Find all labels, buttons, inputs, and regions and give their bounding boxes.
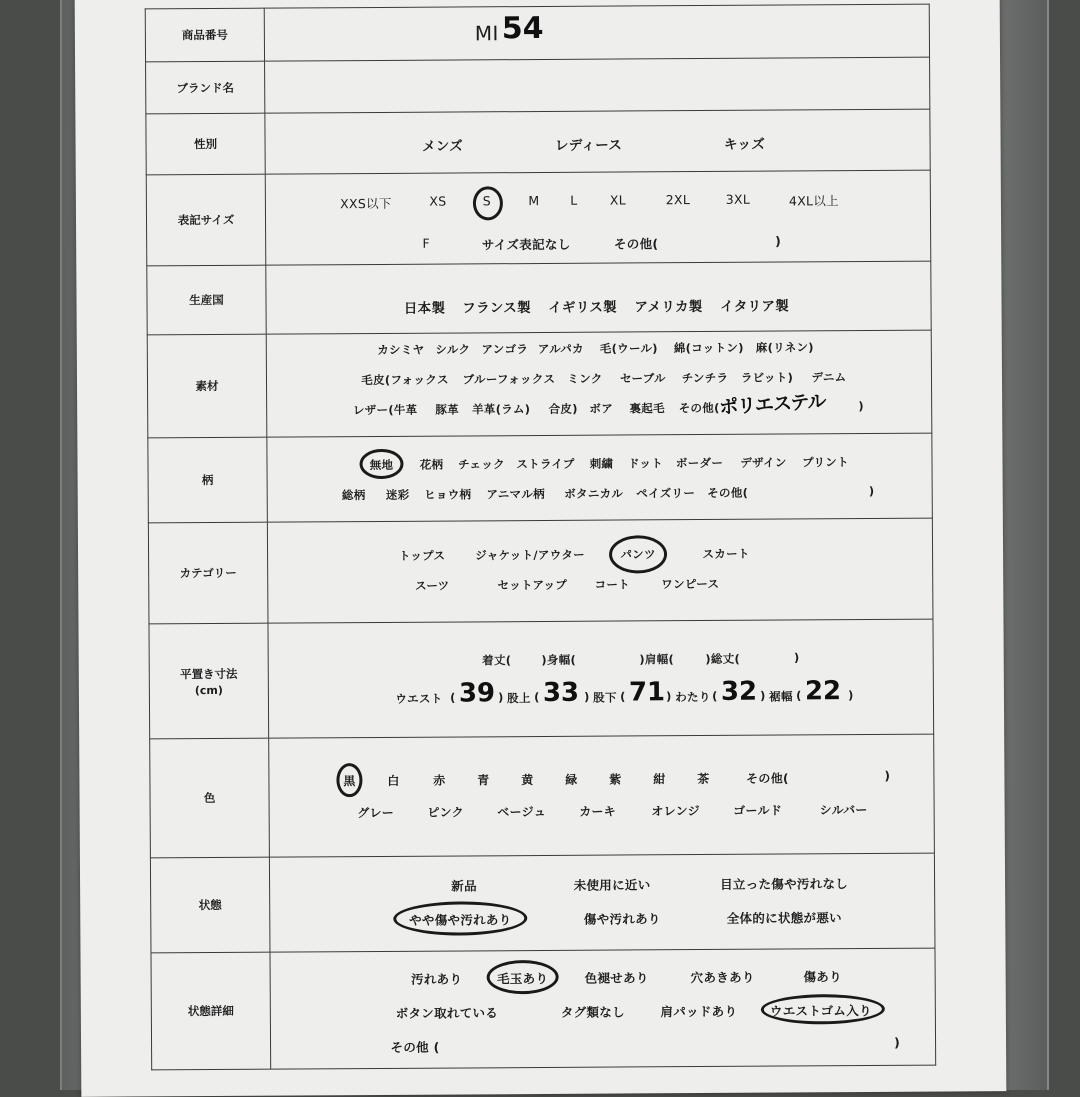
condition-option: 全体的に状態が悪い	[726, 910, 842, 926]
size-option-other-close: )	[775, 233, 782, 249]
category-option: コート	[594, 577, 630, 592]
color-option: 赤	[433, 773, 446, 788]
label-pattern: 柄	[148, 437, 268, 523]
label-category: カテゴリー	[148, 522, 268, 624]
row-material	[147, 330, 932, 438]
selection-circle	[609, 535, 667, 573]
origin-option: アメリカ製	[634, 299, 703, 316]
material-option: 豚革	[435, 402, 460, 417]
origin-option: 日本製	[403, 300, 446, 317]
color-option: 紺	[653, 772, 666, 787]
row-color	[150, 734, 935, 858]
paren-close: )	[584, 689, 590, 704]
measure-top-item: )	[793, 650, 800, 665]
material-option: 裏起毛	[629, 401, 665, 416]
origin-option: フランス製	[462, 300, 531, 317]
paren-open: (	[620, 689, 626, 704]
product-number-handwritten: 54	[501, 10, 544, 47]
color-option: カーキ	[579, 804, 617, 819]
selection-circle	[359, 449, 403, 479]
color-option: ベージュ	[497, 804, 547, 820]
row-pattern	[148, 433, 933, 523]
selection-circle	[487, 960, 559, 994]
material-option: 毛皮(フォックス	[361, 372, 449, 388]
color-option: 青	[477, 773, 490, 788]
gender-option: メンズ	[422, 138, 464, 155]
category-option: ジャケット/アウター	[475, 547, 585, 563]
pattern-option: 花柄	[419, 457, 444, 472]
color-option-other: その他(	[746, 771, 789, 786]
material-option: ラビット)	[740, 370, 794, 385]
label-condition: 状態	[150, 857, 270, 953]
gender-option: レディース	[554, 137, 623, 154]
row-brand	[146, 57, 930, 114]
material-option: ミンク	[567, 371, 603, 386]
product-form-sheet	[75, 0, 1007, 1097]
measure-name-inseam: 股下	[593, 690, 617, 705]
condition-option: 新品	[451, 878, 477, 894]
condition-detail-option: 肩パッドあり	[660, 1003, 738, 1020]
material-option: アンゴラ	[481, 342, 529, 357]
material-option: シルク	[435, 342, 471, 357]
product-form	[145, 4, 936, 1071]
label-product-number: 商品番号	[145, 8, 264, 62]
size-option-other: その他(	[613, 236, 659, 252]
size-option: M	[528, 193, 540, 209]
selection-circle	[473, 186, 503, 220]
paren-close: )	[498, 690, 504, 705]
condition-detail-option: ボタン取れている	[395, 1005, 499, 1021]
product-number-prefix: MI	[474, 21, 499, 46]
pattern-option: アニマル柄	[486, 486, 545, 502]
material-option: セーブル	[620, 371, 666, 386]
pattern-option-other: その他(	[707, 485, 749, 500]
color-option: 白	[387, 773, 400, 788]
measure-name-rise: 股上	[507, 691, 531, 706]
selection-circle	[393, 901, 527, 936]
label-condition-detail: 状態詳細	[151, 952, 271, 1070]
condition-detail-option-other: その他 (	[390, 1039, 440, 1055]
material-option: デニム	[811, 370, 847, 385]
pattern-option: 刺繍	[589, 456, 614, 471]
color-option: オレンジ	[651, 804, 700, 819]
row-condition	[150, 853, 935, 953]
measure-top-item: )肩幅(	[639, 652, 675, 667]
material-option: アルパカ	[537, 341, 584, 357]
pattern-option: ドット	[627, 456, 664, 471]
category-option: スカート	[702, 546, 750, 562]
size-option: XXS以下	[340, 195, 392, 212]
condition-option: 傷や汚れあり	[583, 911, 661, 927]
label-measurements: 平置き寸法	[179, 666, 238, 681]
color-option: 茶	[697, 771, 710, 787]
measure-value-waist: 39	[458, 678, 496, 709]
pattern-option: ストライプ	[516, 456, 575, 472]
pattern-option: ボタニカル	[564, 486, 624, 501]
color-option: 緑	[565, 772, 578, 787]
brand-value	[265, 57, 930, 113]
condition-detail-option: 傷あり	[803, 969, 842, 985]
category-option: トップス	[398, 548, 446, 563]
label-color: 色	[150, 738, 270, 858]
condition-detail-option-other-close: )	[893, 1034, 901, 1050]
condition-detail-option: 色褪せあり	[584, 970, 649, 986]
category-option: スーツ	[415, 578, 450, 593]
material-option-other-close: )	[858, 399, 864, 414]
origin-option: イギリス製	[548, 299, 617, 316]
size-option: XL	[609, 192, 627, 208]
paren-open: (	[450, 690, 456, 705]
measure-name-hem: 裾幅	[769, 689, 793, 704]
condition-detail-option-selected: 毛玉あり	[497, 970, 549, 987]
color-option: 紫	[609, 772, 622, 787]
row-size	[146, 170, 931, 266]
color-option: グレー	[357, 805, 395, 821]
size-option: XS	[429, 193, 447, 209]
measure-top-item: )総丈(	[705, 651, 741, 666]
material-other-handwritten: ポリエステル	[718, 390, 827, 419]
condition-detail-option: タグ類なし	[560, 1004, 625, 1020]
measure-top-item: )身幅(	[541, 652, 577, 667]
paren-open: (	[534, 690, 540, 705]
material-option: 綿(コットン)	[673, 340, 744, 356]
label-origin: 生産国	[147, 265, 266, 335]
measure-value-hem: 22	[804, 676, 842, 707]
size-option: 2XL	[665, 192, 691, 208]
color-option: ピンク	[427, 805, 465, 820]
condition-option-selected: やや傷や汚れあり	[409, 912, 512, 928]
paren-open: (	[796, 688, 802, 703]
gender-option: キッズ	[723, 136, 766, 153]
row-gender	[146, 109, 930, 175]
color-option: 黄	[521, 773, 534, 788]
condition-detail-option-selected: ウエストゴム入り	[769, 1002, 872, 1019]
material-option: ブルーフォックス	[462, 371, 556, 387]
category-option: セットアップ	[497, 577, 568, 593]
label-measurements-unit: (cm)	[194, 683, 223, 697]
measure-value-inseam: 71	[628, 677, 666, 708]
pattern-option: 総柄	[341, 488, 366, 503]
measure-value-thigh: 32	[720, 676, 758, 707]
material-option-other: その他(	[678, 400, 720, 416]
color-option-other-close: )	[884, 768, 891, 783]
row-origin	[147, 261, 931, 335]
size-option: F	[422, 235, 430, 251]
category-option: ワンピース	[661, 576, 720, 592]
size-option-selected: S	[482, 193, 492, 209]
pattern-option: ヒョウ柄	[424, 487, 472, 502]
label-brand: ブランド名	[146, 61, 265, 114]
selection-circle	[761, 994, 885, 1025]
paren-close: )	[666, 689, 672, 704]
selection-circle	[336, 763, 362, 797]
color-option-selected: 黒	[343, 774, 356, 789]
color-option: ゴールド	[733, 803, 783, 818]
measure-name-thigh: わたり	[675, 689, 711, 705]
label-gender: 性別	[146, 113, 265, 175]
pattern-option-selected: 無地	[369, 457, 394, 473]
condition-detail-option: 穴あきあり	[690, 969, 755, 986]
row-measurements	[149, 619, 934, 739]
category-option-selected: パンツ	[620, 547, 656, 562]
paren-close: )	[760, 688, 766, 703]
condition-detail-option: 汚れあり	[411, 971, 463, 987]
row-category	[148, 518, 933, 624]
size-option: 3XL	[725, 191, 751, 207]
paren-open: (	[712, 688, 718, 703]
condition-option: 目立った傷や汚れなし	[720, 876, 849, 892]
pattern-option-other-close: )	[868, 483, 875, 498]
measure-value-rise: 33	[542, 677, 580, 708]
label-size: 表記サイズ	[146, 174, 266, 266]
condition-option: 未使用に近い	[573, 877, 651, 893]
size-option: L	[570, 192, 578, 208]
measure-top-item: 着丈(	[482, 653, 512, 668]
pattern-option: デザイン	[740, 455, 787, 470]
material-option: チンチラ	[681, 370, 729, 386]
pattern-option: ペイズリー	[636, 486, 696, 501]
pattern-option: チェック	[458, 457, 505, 472]
origin-option: イタリア製	[720, 298, 790, 315]
row-condition-detail	[151, 948, 936, 1070]
size-option: 4XL以上	[788, 193, 839, 209]
measure-name-waist: ウエスト	[395, 691, 443, 706]
pattern-option: プリント	[802, 455, 849, 470]
material-option: ボア	[589, 401, 614, 416]
material-option: 羊革(ラム)	[472, 402, 531, 417]
label-material: 素材	[147, 334, 267, 438]
material-option: 毛(ウール)	[599, 341, 658, 356]
size-option: サイズ表記なし	[481, 236, 571, 253]
color-option: シルバー	[819, 803, 868, 818]
pattern-option: 迷彩	[385, 487, 410, 502]
paren-close: )	[848, 688, 854, 703]
material-option: レザー(牛革	[352, 402, 418, 418]
row-product-number	[145, 4, 929, 62]
pattern-option: ボーダー	[675, 455, 724, 471]
material-option: カシミヤ	[377, 342, 425, 357]
material-option: 麻(リネン)	[755, 340, 814, 355]
material-option: 合皮)	[548, 401, 578, 416]
